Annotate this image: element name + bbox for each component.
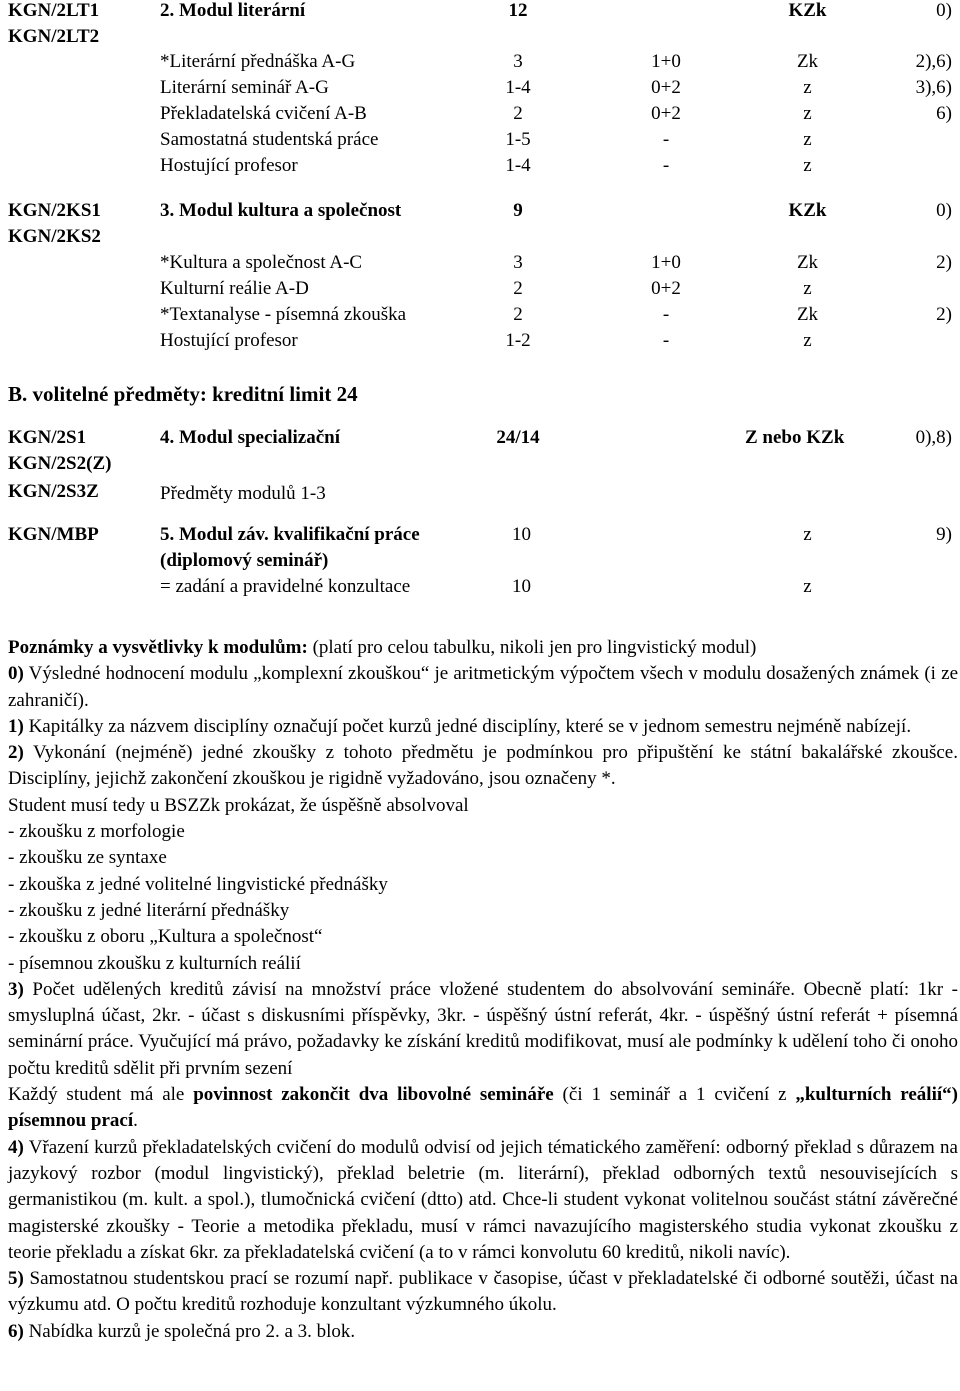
course-ending: z — [803, 103, 812, 124]
course-code: KGN/2LT1 — [8, 0, 100, 21]
module-ending: z — [803, 576, 812, 597]
course-hours: 0+2 — [651, 278, 681, 299]
note-number: 2) — [8, 742, 24, 764]
course-credits: 1-5 — [505, 129, 531, 150]
note-number: 1) — [8, 715, 24, 737]
module-credits: 9 — [513, 200, 523, 221]
course-credits: 2 — [513, 304, 523, 325]
course-note: 3),6) — [915, 77, 952, 98]
course-name: Kulturní reálie A-D — [160, 278, 309, 299]
course-hours: - — [662, 330, 670, 351]
note-number: 0) — [8, 663, 24, 685]
course-ending: z — [803, 129, 812, 150]
module-ending: Z nebo KZk — [745, 427, 845, 448]
module-subtitle: = zadání a pravidelné konzultace — [160, 576, 411, 597]
note-emphasis: povinnost zakončit dva libovolné semináře — [193, 1084, 554, 1106]
note-text: Výsledné hodnocení modulu „komplexní zkouškou“ je aritmetickým výpočtem všech v modulu dosažených známek (i ze zahraničí). — [8, 663, 958, 711]
module-credits: 24/14 — [496, 427, 540, 448]
note-4 — [8, 1135, 958, 1266]
module-ending: z — [803, 524, 812, 545]
course-hours: - — [662, 129, 670, 150]
course-hours: - — [662, 155, 670, 176]
course-name: Hostující profesor — [160, 330, 298, 351]
module-note: 0) — [936, 0, 952, 21]
course-code: KGN/2KS1 — [8, 200, 101, 221]
list-item: - zkouška z jedné volitelné lingvistické přednášky — [8, 873, 388, 895]
notes-title: Poznámky a vysvětlivky k modulům: — [8, 637, 308, 658]
course-ending: z — [803, 278, 812, 299]
note-3-obligation — [8, 1082, 958, 1135]
course-ending: Zk — [796, 51, 819, 72]
course-name: Samostatná studentská práce — [160, 129, 379, 150]
module-title: 5. Modul záv. kvalifikační práce — [160, 524, 420, 545]
course-note: 2),6) — [915, 51, 952, 72]
note-text: . — [133, 1110, 138, 1132]
course-code: KGN/MBP — [8, 524, 99, 545]
course-code: KGN/2S1 — [8, 427, 87, 448]
notes-title-rest: (platí pro celou tabulku, nikoli jen pro lingvistický modul) — [307, 637, 757, 658]
course-code: KGN/2S2(Z) — [8, 453, 112, 474]
course-note: 2) — [936, 252, 952, 273]
section-heading: B. volitelné předměty: kreditní limit 24 — [8, 382, 358, 406]
list-item: - písemnou zkoušku z kulturních reálií — [8, 952, 301, 974]
note-1 — [8, 714, 958, 740]
module-note: 9) — [936, 524, 952, 545]
note-text: Samostatnou studentskou prací se rozumí např. publikace v časopise, účast v překladatelské či odborné soutěži, účast na výzkumu atd. O počtu kreditů rozhoduje konzultant výzkumného úkolu. — [8, 1268, 958, 1316]
module-note: 0),8) — [915, 427, 952, 448]
course-note: 2) — [936, 304, 952, 325]
course-ending: Zk — [796, 304, 819, 325]
note-5 — [8, 1266, 958, 1319]
module-credits: 12 — [508, 0, 528, 21]
course-ending: z — [803, 155, 812, 176]
list-item: - zkoušku z jedné literární přednášky — [8, 899, 290, 921]
note-2 — [8, 740, 958, 793]
notes-title-paragraph — [8, 635, 958, 661]
note-number: 3) — [8, 978, 24, 1000]
course-ending: z — [803, 330, 812, 351]
course-name: Překladatelská cvičení A-B — [160, 103, 367, 124]
module-credits: 10 — [512, 576, 531, 597]
course-code: KGN/2KS2 — [8, 226, 101, 247]
course-ending: Zk — [796, 252, 819, 273]
course-name: *Literární přednáška A-G — [160, 51, 356, 72]
note-text: Vykonání (nejméně) jedné zkoušky z tohoto předmětu je podmínkou pro připuštění ke státní bakalářské zkoušce. Disciplíny, jejichž zakončení zkouškou je rigidně vyžadováno, jsou označeny *. — [8, 742, 958, 790]
course-name: Literární seminář A-G — [160, 77, 329, 98]
course-credits: 2 — [513, 103, 523, 124]
note-text: (či 1 seminář a 1 cvičení z — [553, 1084, 796, 1106]
course-credits: 3 — [513, 252, 523, 273]
course-hours: 1+0 — [651, 51, 681, 72]
note-number: 5) — [8, 1268, 24, 1290]
module-title-line2: (diplomový seminář) — [160, 550, 329, 571]
course-credits: 1-4 — [505, 155, 531, 176]
course-hours: 0+2 — [651, 77, 681, 98]
note-number: 6) — [8, 1320, 24, 1342]
module-note: 0) — [936, 200, 952, 221]
module-ending: KZk — [788, 0, 827, 21]
course-credits: 1-4 — [505, 77, 531, 98]
course-credits: 2 — [513, 278, 523, 299]
course-credits: 3 — [513, 51, 523, 72]
module-ending: KZk — [788, 200, 827, 221]
notes-section — [8, 635, 958, 1345]
note-number: 4) — [8, 1136, 24, 1158]
module-title: 3. Modul kultura a společnost — [160, 200, 402, 221]
course-credits: 1-2 — [505, 330, 531, 351]
course-code: KGN/2S3Z — [8, 481, 99, 502]
list-item: - zkoušku z oboru „Kultura a společnost“ — [8, 926, 323, 948]
course-name: Hostující profesor — [160, 155, 298, 176]
note-emphasis: „kulturních reálií“) písemnou prací — [8, 1084, 958, 1132]
note-text: Kapitálky za názvem disciplíny označují počet kurzů jedné disciplíny, které se v jednom semestru nejméně nabízejí. — [23, 715, 912, 737]
course-hours: 0+2 — [651, 103, 681, 124]
note-text: Počet udělených kreditů závisí na množství práce vložené studentem do absolvování semináře. Obecně platí: 1kr - smysluplná účast, 2kr. - účast s diskusními příspěvky, 3kr. - úspěšný ústní referát, 4kr. - úspěšný ústní referát + písemná seminární práce. Vyučující má právo, požadavky ke získání kreditů modifikovat, musí ale podmínky k udělení toho či onoho počtu kreditů sdělit při prvním sezení — [8, 978, 958, 1079]
course-code: KGN/2LT2 — [8, 26, 100, 47]
note-2-intro: Student musí tedy u BSZZk prokázat, že úspěšně absolvoval — [8, 794, 469, 816]
course-hours: 1+0 — [651, 252, 681, 273]
module-credits: 10 — [512, 524, 531, 545]
note-3 — [8, 977, 958, 1082]
note-text: Vřazení kurzů překladatelských cvičení do modulů odvisí od jejich tématického zaměření: odborný překlad s důrazem na jazykový rozbor (modul lingvistický), překlad beletrie (m. literární), překlad odborných textů nesouvisejících s germanistikou (m. kult. a spol.), tlumočnická cvičení (dtto) atd. Chce-li student vykonat volitelnou součást státní závěrečné magisterské zkoušky - Teorie a metodika překladu, musí v rámci navazujícího magisterského studia vykonat zkoušku z teorie překladu a získat 6kr. za překladatelská cvičení (a to v rámci konvolutu 60 kreditů, nikoli navíc). — [8, 1136, 958, 1263]
note-0 — [8, 661, 958, 714]
course-name: *Textanalyse - písemná zkouška — [160, 304, 407, 325]
list-item: - zkoušku z morfologie — [8, 821, 185, 843]
note-6 — [8, 1319, 958, 1345]
list-item: - zkoušku ze syntaxe — [8, 847, 167, 869]
course-hours: - — [662, 304, 670, 325]
module-subtitle: Předměty modulů 1-3 — [160, 483, 326, 504]
note-text: Každý student má ale — [8, 1084, 194, 1106]
course-name: *Kultura a společnost A-C — [160, 252, 363, 273]
course-ending: z — [803, 77, 812, 98]
module-title: 4. Modul specializační — [160, 427, 340, 448]
module-title: 2. Modul literární — [160, 0, 306, 21]
course-note: 6) — [936, 103, 952, 124]
note-text: Nabídka kurzů je společná pro 2. a 3. blok. — [23, 1320, 356, 1342]
